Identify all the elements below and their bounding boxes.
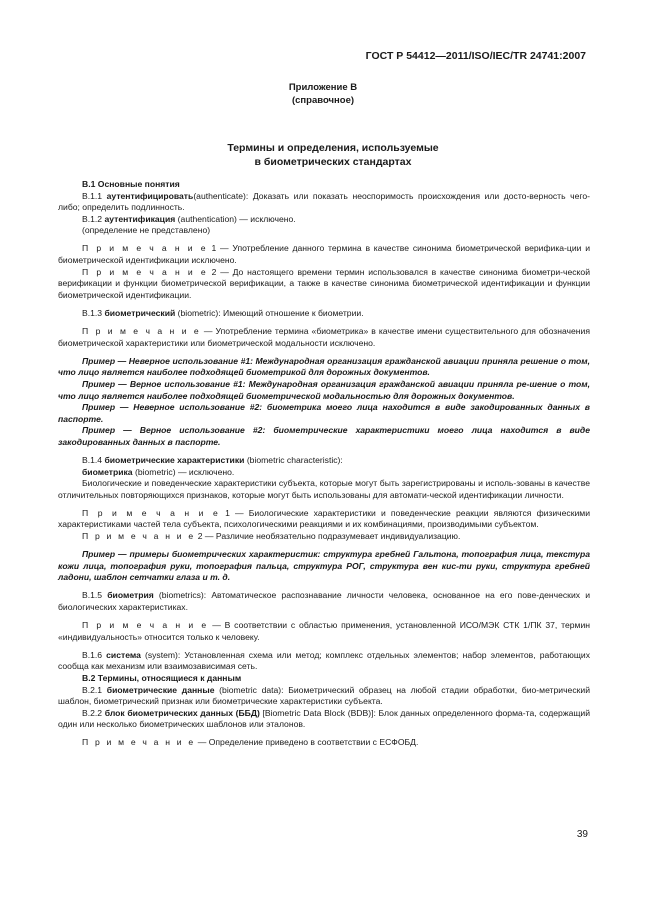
note-b1-4-2: П р и м е ч а н и е 2 — Различие необязательно подразумевает индивидуализацию. xyxy=(82,531,461,542)
term-b1-3: В.1.3 биометрический (biometric): Имеющий отношение к биометрии. xyxy=(82,307,364,318)
section-title xyxy=(0,141,646,169)
note-b1-4-1: П р и м е ч а н и е 1 — Биологические характеристики и поведенческие реакции являются физическими характеристиками частей тела субъекта, психологическими реакциями и их комбинациями, производимыми субъектом. xyxy=(58,507,590,530)
note-b1-2-1: П р и м е ч а н и е 1 — Употребление данного термина в качестве синонима биометрической верифика-ции и биометрической идентификации исключено. xyxy=(58,243,590,266)
example-biometric-characteristics: Пример — примеры биометрических характеристик: структура гребней Гальтона, топография лица, текстура кожи лица, топография руки, топография пальца, структура РОГ, структура вен кис-ти руки, структура гребней ладони, шаблон сетчатки глаза и т. д. xyxy=(58,549,590,583)
term-b1-4-definition: Биологические и поведенческие характеристики субъекта, которые могут быть зарегистрированы и исполь-зованы в качестве отличительных повторяющихся признаков, которые могут быть использованы для автомати-ческой идентификации личности. xyxy=(58,478,590,500)
term-b2-2: В.2.2 блок биометрических данных (ББД) [Biometric Data Block (BDB)]: Блок данных определенного форма-та, содержащий один или несколько биометрических шаблонов или эталонов. xyxy=(58,707,591,730)
term-b1-4-synonym: биометрика (biometric) — исключено. xyxy=(82,466,235,477)
annex-title: Приложение В xyxy=(288,82,358,93)
note-b1-2-2: П р и м е ч а н и е 2 — До настоящего времени термин использовался в качестве синонима биометри-ческой верификации и функции биометрической верификации, а также в качестве синонима биометрической идентификации и функции биометрической идентификации. xyxy=(58,266,590,300)
annex-type: (справочное) xyxy=(291,95,355,106)
example-correct-1: Пример — Верное использование #1: Международная организация гражданской авиации приняла ре-шение о том, что лицо является наиболее подходящей биометрической модальностью для дорожных документов. xyxy=(58,378,590,401)
subsection-heading-b2: В.2 Термины, относящиеся к данным xyxy=(82,672,242,683)
term-b1-1: В.1.1 аутентифицировать(authenticate): Доказать или показать неоспоримость происхождения или досто-верность чего-либо; определить подлинность. xyxy=(58,190,590,213)
section-title-line2: в биометрических стандартах xyxy=(254,156,412,168)
annex-heading xyxy=(0,81,646,107)
term-b1-4: В.1.4 биометрические характеристики (biometric characteristic): xyxy=(82,454,343,465)
example-incorrect-1: Пример — Неверное использование #1: Международная организация гражданской авиации приняла решение о том, что лицо является наиболее подходящей биометрикой для дорожных документов. xyxy=(58,355,590,378)
subsection-heading-b1: В.1 Основные понятия xyxy=(82,179,180,189)
term-b1-2: В.1.2 аутентификация (authentication) — исключено. xyxy=(82,213,296,224)
page-number: 39 xyxy=(576,829,588,840)
note-b1-3: П р и м е ч а н и е — Употребление термина «биометрика» в качестве имени существительного для обозначения биометрической характеристики или биометрической модальности исключено. xyxy=(58,326,590,348)
term-b1-2-definition-note: (определение не представлено) xyxy=(82,225,211,236)
note-b1-5: П р и м е ч а н и е — В соответствии с областью применения, установленной ИСО/МЭК СТК 1/ПК 37, термин «индивидуальность» относится только к человеку. xyxy=(58,620,590,642)
standard-header: ГОСТ Р 54412—2011/ISO/IEC/TR 24741:2007 xyxy=(365,50,586,62)
document-body xyxy=(58,179,590,749)
section-title-line1: Термины и определения, используемые xyxy=(227,142,439,154)
term-b1-6: В.1.6 система (system): Установленная схема или метод; комплекс отдельных элементов; набор элементов, работающих сообща как механизм или взаимозависимая сеть. xyxy=(58,649,590,672)
example-incorrect-2: Пример — Неверное использование #2: биометрика моего лица находится в виде закодированных данных в паспорте. xyxy=(58,402,590,424)
term-b2-1: В.2.1 биометрические данные (biometric data): Биометрический образец на любой стадии обработки, био-метрический шаблон, биометрический признак или биометрические характеристики субъекта. xyxy=(58,684,590,707)
example-correct-2: Пример — Верное использование #2: биометрические характеристики моего лица находится в виде закодированных данных в паспорте. xyxy=(58,425,590,447)
term-b1-5: В.1.5 биометрия (biometrics): Автоматическое распознавание личности человека, основанное на его пове-денческих и биологических характеристиках. xyxy=(58,590,590,612)
note-b2-2: П р и м е ч а н и е — Определение приведено в соответствии с ЕСФОБД. xyxy=(82,737,419,748)
